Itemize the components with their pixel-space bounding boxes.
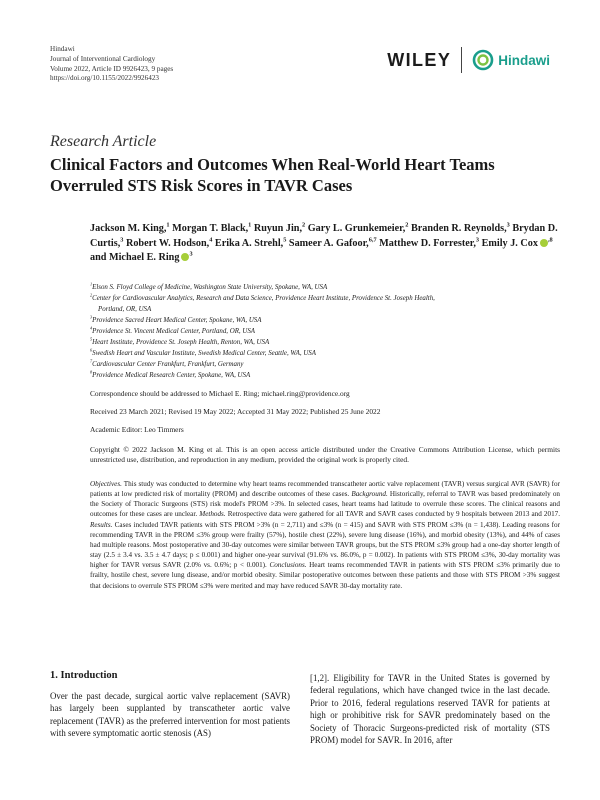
publisher-name: Hindawi bbox=[50, 45, 75, 53]
affiliation-item bbox=[90, 282, 560, 293]
abstract-section-label: Methods. bbox=[199, 510, 226, 519]
academic-editor: Academic Editor: Leo Timmers bbox=[90, 425, 184, 434]
correspondence-note: Correspondence should be addressed to Michael E. Ring; michael.ring@providence.org bbox=[90, 389, 350, 398]
author-affiliation-ref: 5 bbox=[283, 236, 287, 244]
author-affiliation-ref: 3 bbox=[189, 250, 193, 258]
abstract-section-label: Background. bbox=[351, 490, 388, 499]
affiliation-text: Center for Cardiovascular Analytics, Research and Data Science, Providence Heart Institute, Providence St. Joseph Health, bbox=[92, 295, 435, 302]
affiliation-text: Providence St. Vincent Medical Center, Portland, OR, USA bbox=[92, 328, 255, 335]
abstract-section-text: Retrospective data were gathered for all TAVR and SAVR cases conducted by 9 hospitals between 2013 and 2017. bbox=[225, 510, 560, 519]
affiliation-number: 3 bbox=[90, 314, 93, 320]
author-name: and Michael E. Ring bbox=[90, 252, 180, 264]
affiliation-number: 6 bbox=[90, 347, 93, 353]
author-name: Sameer A. Gafoor, bbox=[288, 237, 369, 249]
hindawi-wordmark: Hindawi bbox=[498, 52, 550, 68]
copyright-notice: Copyright © 2022 Jackson M. King et al. This is an open access article distributed under the Creative Commons Attribution License, which permits unrestricted use, distribution, and reproduction in any medium, provided the original work is properly cited. bbox=[90, 445, 560, 465]
intro-left-column: Over the past decade, surgical aortic valve replacement (SAVR) has largely been supplanted by transcatheter aortic valve replacement (TAVR) as the preferred intervention for most patients with severe symptomatic aortic stenosis (AS) bbox=[50, 691, 290, 739]
affiliation-text: Swedish Heart and Vascular Institute, Swedish Medical Center, Seattle, WA, USA bbox=[92, 350, 316, 357]
author-name: Robert W. Hodson, bbox=[125, 237, 210, 249]
author-name: Matthew D. Forrester, bbox=[379, 237, 476, 249]
affiliation-text: Providence Sacred Heart Medical Center, Spokane, WA, USA bbox=[92, 317, 262, 324]
affiliation-text: Heart Institute, Providence St. Joseph Health, Renton, WA, USA bbox=[92, 339, 270, 346]
affiliation-item bbox=[90, 304, 560, 315]
orcid-icon[interactable] bbox=[540, 239, 548, 247]
abstract-section-label: Conclusions. bbox=[269, 561, 307, 570]
author-affiliation-ref: ,8 bbox=[547, 236, 553, 244]
author-name: Branden R. Reynolds, bbox=[410, 223, 507, 234]
wiley-logo: WILEY bbox=[387, 49, 452, 70]
abstract-section-text: Cases included TAVR patients with STS PROM >3% (n = 2,711) and ≤3% (n = 415) and SAVR with STS PROM ≤3% (n = 1,438). Leading reasons for recommending TAVR in the PROM ≤3% group were frailty (57%), hostile chest (22%), severe lung disease (16%), and morbid obesity (13%), and 44% of cases had multiple reasons. Most postoperative and 30-day outcomes were similar between TAVR groups, but the STS PROM ≤3% group had a one-day shorter length of stay (2.5 ± 3.4 vs. 3.5 ± 4.7 days; p ≤ 0.001) and higher one-year survival (91.6% vs. 86.0%, p = 0.002). In patients with STS PROM ≤3%, 30-day mortality was higher for TAVR versus SAVR (2.0% vs. 0.6%; p < 0.001). bbox=[90, 520, 560, 570]
affiliation-item bbox=[90, 293, 560, 304]
author-affiliation-ref: 3 bbox=[120, 236, 124, 244]
article-title: Clinical Factors and Outcomes When Real-World Heart Teams Overruled STS Risk Scores in TAVR Cases bbox=[50, 155, 495, 195]
affiliation-number: 8 bbox=[90, 369, 93, 375]
author-list bbox=[90, 222, 560, 266]
affiliation-number: 7 bbox=[90, 358, 93, 364]
publication-dates: Received 23 March 2021; Revised 19 May 2022; Accepted 31 May 2022; Published 25 June 2022 bbox=[90, 407, 381, 416]
affiliation-number: 4 bbox=[90, 325, 93, 331]
hindawi-logo-icon bbox=[472, 49, 494, 71]
author-name: Emily J. Cox bbox=[481, 237, 538, 249]
author-affiliation-ref: 3 bbox=[475, 236, 480, 244]
abstract-section-label: Objectives. bbox=[90, 480, 122, 488]
article-type: Research Article bbox=[50, 133, 157, 150]
brand-divider bbox=[461, 47, 462, 73]
author-affiliation-ref: 1 bbox=[166, 221, 170, 229]
author-affiliation-ref: 1 bbox=[248, 221, 252, 229]
affiliation-item bbox=[90, 370, 560, 381]
journal-meta bbox=[50, 45, 173, 84]
doi-link[interactable]: https://doi.org/10.1155/2022/9926423 bbox=[50, 74, 160, 83]
abstract-section-label: Results. bbox=[90, 520, 113, 529]
abstract-section-text: Historically, referral to TAVR was based predominately on the Society of Thoracic Surgeons (STS) risk model's PROM >3%. In selected cases, heart teams had latitude to overrule these scores. The clinical reasons and outcomes for these cases are unclear. bbox=[90, 490, 560, 519]
author-name: Erika A. Strehl, bbox=[214, 237, 284, 249]
journal-name: Journal of Interventional Cardiology bbox=[50, 54, 156, 63]
affiliation-item bbox=[90, 315, 560, 326]
affiliation-number: 2 bbox=[90, 292, 93, 298]
author-name: Ruyun Jin, bbox=[253, 223, 303, 234]
affiliation-item bbox=[90, 348, 560, 359]
affiliation-item bbox=[90, 326, 560, 337]
section-heading: 1. Introduction bbox=[50, 670, 118, 681]
author-affiliation-ref: 6,7 bbox=[368, 236, 377, 244]
affiliation-number: 1 bbox=[90, 281, 93, 287]
author-affiliation-ref: 2 bbox=[302, 221, 306, 229]
affiliation-text: Cardiovascular Center Frankfurt, Frankfurt, Germany bbox=[92, 361, 244, 368]
author-affiliation-ref: 3 bbox=[506, 221, 510, 229]
author-affiliation-ref: 2 bbox=[405, 221, 409, 229]
affiliation-item bbox=[90, 359, 560, 370]
intro-right-column: [1,2]. Eligibility for TAVR in the United States is governed by federal regulations, which have changed twice in the last decade. Prior to 2016, federal regulations reserved TAVR for patients at high or prohibitive risk for SAVR predominately based on the Society of Thoracic Surgeons-predicted risk of mortality (STS PROM) model for SAVR. In 2016, after bbox=[310, 673, 550, 746]
author-name: Jackson M. King, bbox=[90, 223, 167, 234]
affiliation-text: Portland, OR, USA bbox=[98, 306, 152, 313]
affiliation-text: Elson S. Floyd College of Medicine, Washington State University, Spokane, WA, USA bbox=[92, 284, 328, 291]
volume-line: Volume 2022, Article ID 9926423, 9 pages bbox=[50, 64, 174, 73]
publisher-brand bbox=[387, 46, 550, 74]
abstract-section-text: This study was conducted to determine why heart teams recommended transcatheter aortic valve replacement (TAVR) versus surgical AVR (SAVR) for patients at low predicted risk of mortality (PROM) and describe outcomes of these cases. bbox=[90, 480, 560, 499]
abstract-section-text: Heart teams recommended TAVR in patients with STS PROM ≤3% primarily due to frailty, hostile chest, severe lung disease, and/or morbid obesity. Similar postoperative outcomes between these patients and those with STS PROM >3% suggest that decisions to overrule STS PROM ≤3% were merited and may have reduced SAVR 30-day mortality rate. bbox=[90, 561, 560, 590]
affiliation-text: Providence Medical Research Center, Spokane, WA, USA bbox=[92, 372, 251, 379]
author-name: Brydan D. Curtis, bbox=[90, 223, 558, 249]
author-affiliation-ref: 4 bbox=[209, 236, 213, 244]
abstract bbox=[90, 479, 560, 591]
author-name: Morgan T. Black, bbox=[172, 223, 249, 234]
affiliation-number: 5 bbox=[90, 336, 93, 342]
affiliation-item bbox=[90, 337, 560, 348]
affiliation-list bbox=[90, 282, 560, 381]
author-name: Gary L. Grunkemeier, bbox=[307, 223, 406, 234]
